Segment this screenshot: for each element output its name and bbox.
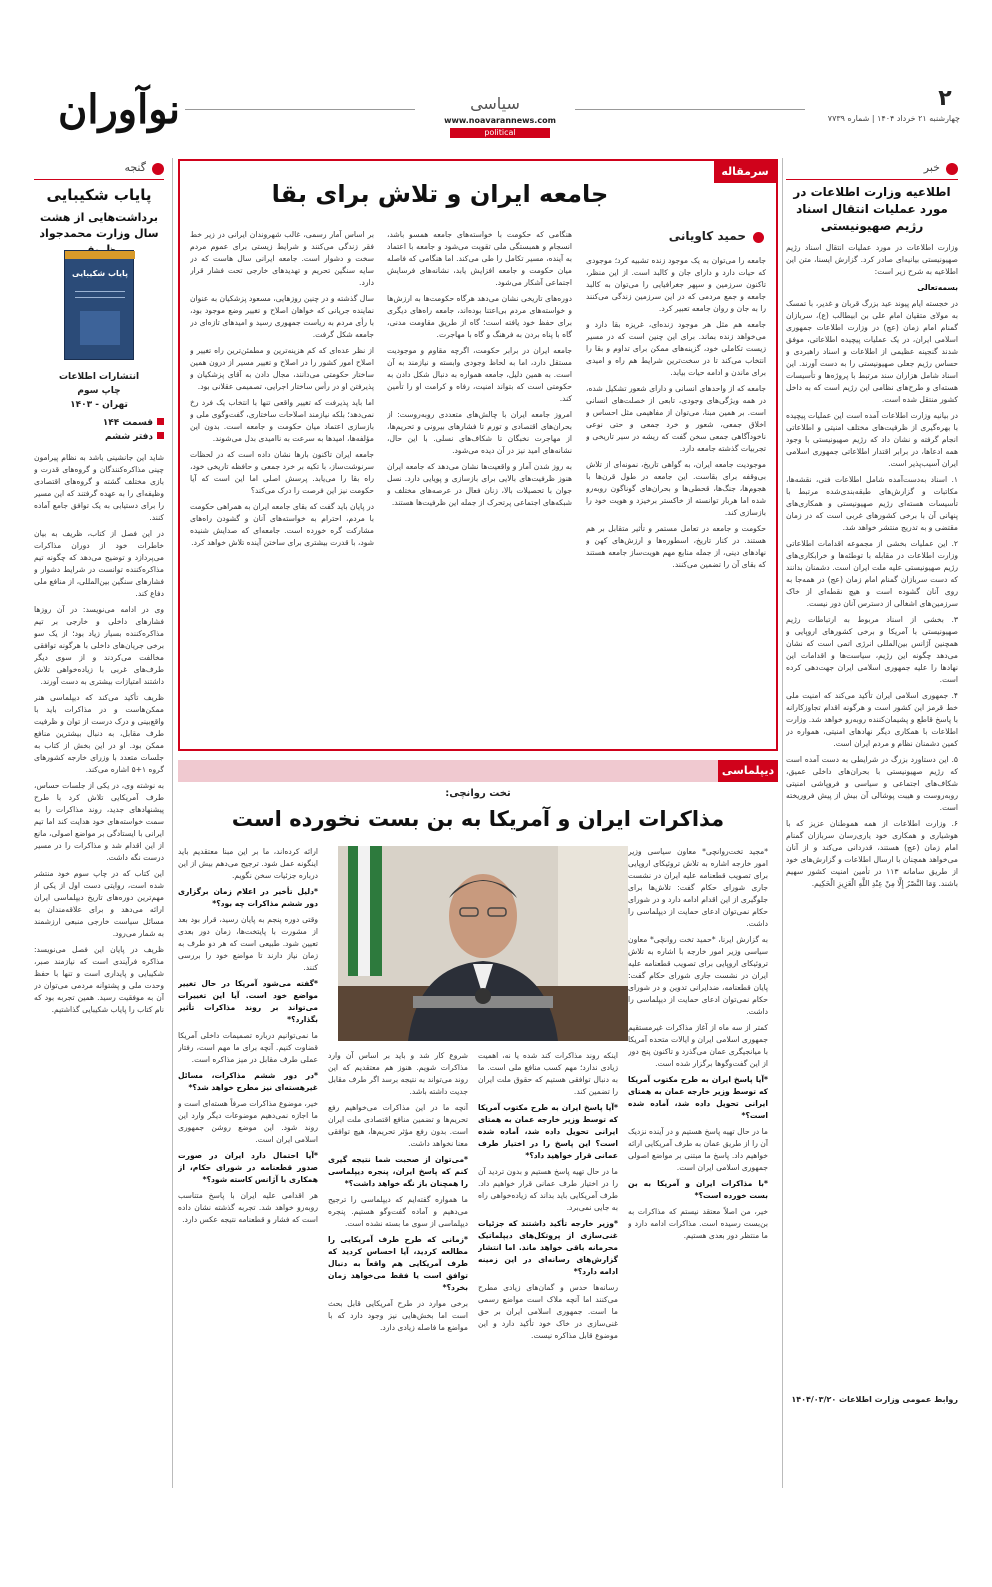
news-tag: خبر (923, 161, 940, 174)
editorial-headline: جامعه ایران و تلاش برای بقا (271, 180, 609, 208)
portrait-illustration (338, 846, 628, 1041)
section-english: political (484, 128, 516, 137)
editorial-col-2: هنگامی که حکومت با خواسته‌های جامعه همسو باشد، انسجام و همبستگی ملی تقویت می‌شود و جامعه با اعتماد به آینده، مسیر تکامل را طی می‌کند. اما هنگامی که فاصله میان حکومت و جامعه افزایش یابد، نشانه‌های فرسایش اجتماعی آشکار می‌شود. دوره‌های تاریخی نشان می‌دهد هرگاه حکومت‌ها به ارزش‌ها و خواسته‌های مردم بی‌اعتنا بوده‌اند، جامعه راه‌های دیگری برای حفظ خود یافته است؛ گاه از طریق مقاومت مدنی، گاه با پناه بردن به فرهنگ و گاه با مهاجرت. جامعه ایران در برابر حکومت، اگرچه مقاوم و موجودیت مستقل دارد، اما به لحاظ وجودی وابسته و نیازمند به آن است. به همین دلیل، جامعه همواره به دنبال شکل دادن به حکومتی است که بتواند امنیت، رفاه و کرامت او را تأمین کند. امروز جامعه ایران با چالش‌های متعددی روبه‌روست: از بحران‌های اقتصادی و تورم تا فشارهای بیرونی و تحریم‌ها، از مهاجرت نخبگان تا شکاف‌های نسلی. با این حال، نشانه‌های امید نیز در آن دیده می‌شود. به روز شدن آمار و واقعیت‌ها نشان می‌دهد که جامعه ایران هنوز ظرفیت‌های بالایی برای بازسازی و پویایی دارد. نسل جوان با تحصیلات بالا، زنان فعال در عرصه‌های مختلف و شبکه‌های اجتماعی پرتحرک از جمله این ظرفیت‌ها هستند. (387, 230, 572, 507)
editorial-col-3: بر اساس آمار رسمی، غالب شهروندان ایرانی در زیر خط فقر زندگی می‌کنند و شرایط زیستی برای عموم مردم سخت و دشوار است. جامعه ایرانی سال هاست که در سایه سنگین تحریم و تهدیدهای خارجی تحت فشار قرار دارد. سال گذشته و در چنین روزهایی، مسعود پزشکیان به عنوان نماینده جریانی که خواهان اصلاح و تغییر وضع موجود بود، با رأی مردم به ریاست جمهوری رسید و امیدهای تازه‌ای در جامعه شکل گرفت. از نظر عده‌ای که کم هزینه‌ترین و مطمئن‌ترین راه تغییر و اصلاح امور کشور را در اصلاح و تغییر مسیر از درون همین ساختار حکومتی می‌دانند، مجال دادن به آقای پزشکیان و پذیرفتن او در رأس ساختار اجرایی، تصمیمی عقلانی بود. اما باید پذیرفت که تغییر واقعی تنها با انتخاب یک فرد رخ نمی‌دهد؛ بلکه نیازمند اصلاحات ساختاری، گفت‌وگوی ملی و بازسازی اعتماد میان حکومت و جامعه است. بدون این مؤلفه‌ها، امیدها به سرعت به ناامیدی بدل می‌شوند. جامعه ایران تاکنون بارها نشان داده است که در لحظات سرنوشت‌ساز، با تکیه بر خرد جمعی و حافظه تاریخی خود، راه بقا را می‌یابد. پرسش اصلی اما این است که آیا حکومت نیز این فرصت را درک می‌کند؟ در پایان باید گفت که بقای جامعه ایران به همراهی حکومت با مردم، احترام به خواسته‌های آنان و گشودن راه‌های مشارکت گره خورده است. جامعه‌ای که صدایش شنیده شود، با قدرت بیشتری برای ساختن آینده تلاش خواهد کرد. (190, 230, 374, 547)
editorial-col-1: جامعه را می‌توان به یک موجود زنده تشبیه کرد؛ موجودی که حیات دارد و دارای جان و کالبد است. از این منظر، تاکنون سرزمین و سپهر جغرافیایی را می‌توان به کالبد جامعه و جمع مردمی که در این سرزمین زندگی می‌کنند را به جان و روان جامعه تعبیر کرد. جامعه هم مثل هر موجود زنده‌ای، غریزه بقا دارد و می‌خواهد زنده بماند. برای این چنین است که در مسیر زیست تکاملی خود، گزینه‌های ممکن برای تداوم و بقا را انتخاب می‌کند تا در سخت‌ترین شرایط هم راه و امیدی برای ماندن و ادامه حیات بیابد. جامعه که از واحدهای انسانی و دارای شعور تشکیل شده، در همه ویژگی‌های وجودی، تابعی از خصلت‌های انسانی است. بر همین مبنا، می‌توان از مفاهیمی مثل احساس و اخلاق جمعی، شعور و خرد جمعی و حتی نوعی ناخودآگاهی جمعی سخن گفت که ریشه در سیر تاریخی و تجربیات گذشته جامعه دارد. موجودیت جامعه ایران، به گواهی تاریخ، نمونه‌ای از تلاش بی‌وقفه برای بقاست. این جامعه در طول قرن‌ها با هجوم‌ها، جنگ‌ها، قحطی‌ها و بحران‌های گوناگون روبه‌رو شده اما هربار توانسته از خاکستر برخیزد و هویت خود را بازسازی کند. حکومت و جامعه در تعامل مستمر و تأثیر متقابل بر هم هستند. در کنار تاریخ، اسطوره‌ها و ارزش‌های کهن و نهادهای دینی، از جمله منابع مهم هویت‌ساز جامعه هستند که بقای آن را تضمین می‌کنند. (586, 256, 766, 569)
diplomacy-headline: مذاکرات ایران و آمریکا به بن بست نخورده است (231, 807, 725, 831)
book-subtitle: برداشت‌هایی از هشت سال وزارت محمدجواد (39, 211, 159, 240)
book-details: انتشارات اطلاعات چاپ سوم تهران - ۱۴۰۳ (58, 372, 140, 410)
book-parts: قسمت ۱۴۴ دفتر ششم (34, 416, 164, 444)
masthead-divider (185, 109, 415, 110)
editorial-box (178, 159, 778, 751)
editorial-tag: سرمقاله (714, 161, 776, 183)
editorial-author: حمید کاویانی (594, 229, 764, 247)
diplomacy-col-1: *مجید تخت‌روانچی* معاون سیاسی وزیر امور خارجه اشاره به تلاش تروئیکای اروپایی برای تصویب قطعنامه علیه ایران در نشست جاری شورای حکام گفت: تلاش‌ها برای جلوگیری از این اقدام ادامه دارد و در شورای حکام نمی‌توان ادعای حمایت از دیپلماسی را داشت. به گزارش ایرنا، *حمید تخت روانچی* معاون سیاسی وزیر امور خارجه با اشاره به تلاش تروئیکای اروپایی برای تصویب قطعنامه علیه ایران در نشست جاری شورای حکام گفت: پایان قطعنامه، ضدایرانی تدوین و در شورای حکام نمی‌توان ادعای حمایت از دیپلماسی را داشت. کمتر از سه ماه از آغاز مذاکرات غیرمستقیم جمهوری اسلامی ایران و ایالات متحده آمریکا با میانجیگری عمان می‌گذرد و تاکنون پنج دور از این گفت‌وگوها برگزار شده است. *آیا پاسخ ایران به طرح مکتوب آمریکا که توسط وزیر خارجه عمان به همتای ایرانی تحویل داده شد، آماده شده است؟* ما در حال تهیه پاسخ هستیم و در آینده نزدیک آن را از طریق عمان به طرف آمریکایی ارائه خواهیم داد. پاسخ ما مبتنی بر مواضع اصولی جمهوری اسلامی ایران است. *با مذاکرات ایران و آمریکا به بن بست خورده است؟* خیر، من اصلاً معتقد نیستم که مذاکرات به بن‌بست رسیده است. مذاکرات ادامه دارد و ما منتظر دور بعدی هستیم. (628, 847, 768, 1240)
diplomacy-col-3: شروع کار شد و باید بر اساس آن وارد مذاکرات شویم. هنوز هم معتقدیم که این روند می‌تواند به نتیجه برسد اگر طرف مقابل جدیت داشته باشد. آنچه ما در این مذاکرات می‌خواهیم رفع تحریم‌ها و تضمین منافع اقتصادی ملت ایران است. بدون رفع مؤثر تحریم‌ها، هیچ توافقی معنا نخواهد داشت. *می‌توان از صحبت شما نتیجه گیری کنم که پاسخ ایران، پنجره دیپلماسی را همچنان باز نگه خواهد داشت؟* ما همواره گفته‌ایم که دیپلماسی را ترجیح می‌دهیم و آماده گفت‌وگو هستیم. پنجره دیپلماسی از سوی ما بسته نشده است. *زمانی که طرح طرف آمریکایی را مطالعه کردید، آیا احساس کردید که طرف آمریکایی هم واقعاً به دنبال توافق است یا فقط می‌خواهد زمان بخرد؟* برخی موارد در طرح آمریکایی قابل بحث است اما بخش‌هایی نیز وجود دارد که با مواضع ما فاصله زیادی دارد. (328, 1051, 468, 1332)
site-url[interactable]: www.noavarannews.com (444, 116, 556, 125)
book-cover (64, 250, 134, 360)
column-divider (782, 158, 783, 1488)
book-cover-title: پایاب شکیبایی (72, 269, 128, 278)
diplomacy-kicker: تخت روانچی: (445, 788, 511, 799)
news-body: وزارت اطلاعات در مورد عملیات انتقال اسناد رژیم صهیونیستی بیانیه‌ای صادر کرد. گزارش ایسنا، متن این اطلاعیه به شرح زیر است: بسمه‌تعالی در خجسته ایام پیوند عید بزرگ قربان و غدیر، با تمسک به مولای متقیان امام علی بن ابیطالب (ع)، سربازان گمنام امام زمان (عج) در وزارت اطلاعات جمهوری اسلامی ایران، در یک عملیات پیچیده اطلاعاتی، موفق شدند گنجینه عظیمی از اطلاعات و اسناد راهبردی و حساس رژیم جعلی صهیونیستی را به دست آورند. این اسناد شامل هزاران سند مرتبط با پروژه‌ها و تأسیسات هسته‌ای و طرح‌های نظامی این رژیم است که به داخل کشور منتقل شده است. در بیانیه وزارت اطلاعات آمده است این عملیات پیچیده با بهره‌گیری از ظرفیت‌های مختلف امنیتی و اطلاعاتی انجام گرفته و نشان داد که رژیم صهیونیستی با وجود همه ادعاها، در برابر اقتدار اطلاعاتی جمهوری اسلامی ایران آسیب‌پذیر است. ۱. اسناد به‌دست‌آمده شامل اطلاعات فنی، نقشه‌ها، مکاتبات و گزارش‌های طبقه‌بندی‌شده مرتبط با تأسیسات هسته‌ای رژیم صهیونیستی و همکاری‌های پنهانی آن با برخی کشورهای غربی است که در زمان مقتضی و به تدریج منتشر خواهد شد. ۲. این عملیات بخشی از مجموعه اقدامات اطلاعاتی وزارت اطلاعات در مقابله با توطئه‌ها و خرابکاری‌های رژیم صهیونیستی علیه ملت ایران است. دشمنان بدانند که دست سربازان گمنام امام زمان (عج) در همه‌جا به روی آنان گشوده است و هیچ نقطه‌ای از خاک سرزمین‌های اشغالی از دسترس آنان دور نیست. ۳. بخشی از اسناد مربوط به ارتباطات رژیم صهیونیستی با آمریکا و برخی کشورهای اروپایی و همچنین آژانس بین‌المللی انرژی اتمی است که نشان می‌دهد چگونه این رژیم، سیاست‌ها و اقدامات این نهادها را علیه جمهوری اسلامی ایران جهت‌دهی کرده است. ۴. جمهوری اسلامی ایران تأکید می‌کند که امنیت ملی خط قرمز این کشور است و هرگونه اقدام تجاوزکارانه با پاسخ قاطع و پشیمان‌کننده روبه‌رو خواهد شد. وزارت اطلاعات با همکاری دیگر نهادهای امنیتی، همواره در کمین دشمنان نظام و مردم ایران است. ۵. این دستاورد بزرگ در شرایطی به دست آمده است که رژیم صهیونیستی با بحران‌های داخلی عمیق، شکاف‌های اجتماعی و سیاسی و فروپاشی امنیتی روبه‌روست و هیبت پوشالی آن بیش از پیش فروریخته است. ۶. وزارت اطلاعات از همه هموطنان عزیز که با هوشیاری و همکاری خود یاری‌رسان سربازان گمنام امام زمان (عج) هستند، قدردانی می‌کند و از آنان می‌خواهد همچنان با ارسال اطلاعات و گزارش‌های خود از طریق سامانه ۱۱۳ در تأمین امنیت کشور سهیم باشند. وَمَا النَّصْرُ إِلَّا مِنْ عِنْدِ اللَّهِ الْعَزِیزِ الْحَکِیم. (786, 243, 958, 888)
news-signature: روابط عمومی وزارت اطلاعات ۱۴۰۴/۰۳/۲۰ (791, 1395, 958, 1404)
section-label: سیاسی (470, 94, 520, 113)
diplomacy-tag: دیپلماسی (718, 760, 778, 782)
book-tag-bar (34, 158, 164, 180)
issue-date: چهارشنبه ۲۱ خرداد ۱۴۰۴ | شماره ۷۷۳۹ (827, 114, 960, 123)
page-number: ۲ (938, 86, 952, 111)
column-divider (172, 158, 173, 1488)
diplomacy-section (178, 760, 778, 1488)
book-title: پایاب شکیبایی (46, 186, 152, 204)
red-dot-icon (753, 232, 764, 243)
book-tag: گنجه (124, 161, 146, 174)
news-column (786, 158, 958, 1488)
square-bullet-icon (157, 418, 164, 425)
diplomacy-col-2: اینکه روند مذاکرات کند شده یا نه، اهمیت زیادی ندارد؛ مهم کسب منافع ملی است. ما به دنبال توافقی هستیم که حقوق ملت ایران را تضمین کند. *آیا پاسخ ایران به طرح مکتوب آمریکا که توسط وزیر خارجه عمان به همتای ایرانی تحویل داده شد، آماده شده است؟ این پاسخ را در اختیار طرف عمانی قرار خواهید داد؟* ما در حال تهیه پاسخ هستیم و بدون تردید آن را در اختیار طرف عمانی قرار خواهیم داد. طرف آمریکایی باید بداند که زیاده‌خواهی راه به جایی نمی‌برد. *وزیر خارجه تأکید داشتند که جزئیات غنی‌سازی از پروتکل‌های دیپلماتیک محرمانه باقی خواهد ماند. اما انتشار گزارش‌های رسانه‌ای در این زمینه ادامه دارد؟* رسانه‌ها حدس و گمان‌های زیادی مطرح می‌کنند اما آنچه ملاک است مواضع رسمی ما است. جمهوری اسلامی ایران بر حق غنی‌سازی در خاک خود تأکید دارد و این موضوع قابل مذاکره نیست. (478, 1051, 618, 1340)
news-tag-bar (786, 158, 958, 180)
book-column (34, 158, 164, 1488)
red-dot-icon (152, 163, 164, 175)
logo: نوآوران (57, 86, 180, 133)
masthead (30, 86, 960, 140)
diplomacy-tag-bar (178, 760, 778, 782)
news-headline: اطلاعیه وزارت اطلاعات در مورد عملیات انتقال اسناد رژیم صهیونیستی (793, 185, 951, 233)
diplomacy-col-4: ارائه کرده‌اند، ما بر این مبنا معتقدیم باید اینگونه عمل شود. ترجیح می‌دهم بیش از این درباره جزئیات سخن نگویم. *دلیل تأخیر در اعلام زمان برگزاری دور ششم مذاکرات چه بود؟* وقتی دوره پنجم به پایان رسید، قرار بود بعد از مشورت با پایتخت‌ها، زمان دور بعدی تعیین شود. طبیعی است که هر دو طرف به زمان نیاز دارند تا مواضع خود را بررسی کنند. *گفته می‌شود آمریکا در حال تغییر مواضع خود است. آیا این تغییرات می‌تواند بر روند مذاکرات تأثیر بگذارد؟* ما نمی‌توانیم درباره تصمیمات داخلی آمریکا قضاوت کنیم. آنچه برای ما مهم است، رفتار عملی طرف مقابل در میز مذاکره است. *در دور ششم مذاکرات، مسائل غیرهسته‌ای نیز مطرح خواهد شد؟* خیر، موضوع مذاکرات صرفاً هسته‌ای است و ما اجازه نمی‌دهیم موضوعات دیگر وارد این روند شود. این موضع روشن جمهوری اسلامی ایران است. *آیا احتمال دارد ایران در صورت صدور قطعنامه در شورای حکام، از همکاری با آژانس کاسته شود؟* هر اقدامی علیه ایران با پاسخ متناسب روبه‌رو خواهد شد. تجربه گذشته نشان داده است که فشار و قطعنامه نتیجه عکس دارد. (178, 847, 318, 1224)
red-dot-icon (946, 163, 958, 175)
book-body: شاید این جانشینی باشد به نظام پیرامون چینی مذاکره‌کنندگان و گروه‌های قدرت و بازی مختلف گشته و گروه‌های اقتصادی وظیفه‌ای را به عهده گرفتند که این مسیر را برای دستیابی به یک توافق جامع آماده کنند. در این فصل از کتاب، ظریف به بیان خاطرات خود از دوران مذاکرات می‌پردازد و توضیح می‌دهد که چگونه تیم مذاکره‌کننده توانست در شرایط دشوار و فشارهای سنگین بین‌المللی، از منافع ملی دفاع کند. وی در ادامه می‌نویسد: در آن روزها فشارهای داخلی و خارجی بر تیم مذاکره‌کننده بسیار زیاد بود؛ از یک سو برخی جریان‌های داخلی با هرگونه توافقی مخالفت می‌کردند و از سوی دیگر طرف‌های غربی با زیاده‌خواهی تلاش داشتند امتیازات بیشتری به دست آورند. ظریف تأکید می‌کند که دیپلماسی هنر ممکن‌هاست و در مذاکرات باید با واقع‌بینی و درک درست از توان و ظرفیت طرف مقابل، به دنبال بیشترین منافع ممکن بود. او در این بخش از کتاب به جلسات متعدد با وزرای خارجه کشورهای گروه ۱+۵ اشاره می‌کند. به نوشته وی، در یکی از جلسات حساس، طرف آمریکایی تلاش کرد با طرح پیشنهادهای جدید، روند مذاکرات را به سمت خواسته‌های خود هدایت کند اما تیم ایرانی با ایستادگی بر مواضع اصولی، مانع از این اقدام شد و مذاکرات را در مسیر درست نگه داشت. این کتاب که در چاپ سوم خود منتشر شده است، روایتی دست اول از یکی از مهم‌ترین دوره‌های تاریخ دیپلماسی ایران ارائه می‌دهد و برای علاقه‌مندان به مسائل سیاست خارجی منبعی ارزشمند به شمار می‌رود. ظریف در پایان این فصل می‌نویسد: مذاکره فرآیندی است که نیازمند صبر، شکیبایی و پایداری است و تنها با حفظ وحدت ملی و پشتوانه مردمی می‌توان در آن به موفقیت رسید. همین تجربه بود که نام کتاب را پایاب شکیبایی گذاشتیم. (34, 453, 164, 1014)
interview-photo (338, 846, 628, 1041)
square-bullet-icon (157, 432, 164, 439)
